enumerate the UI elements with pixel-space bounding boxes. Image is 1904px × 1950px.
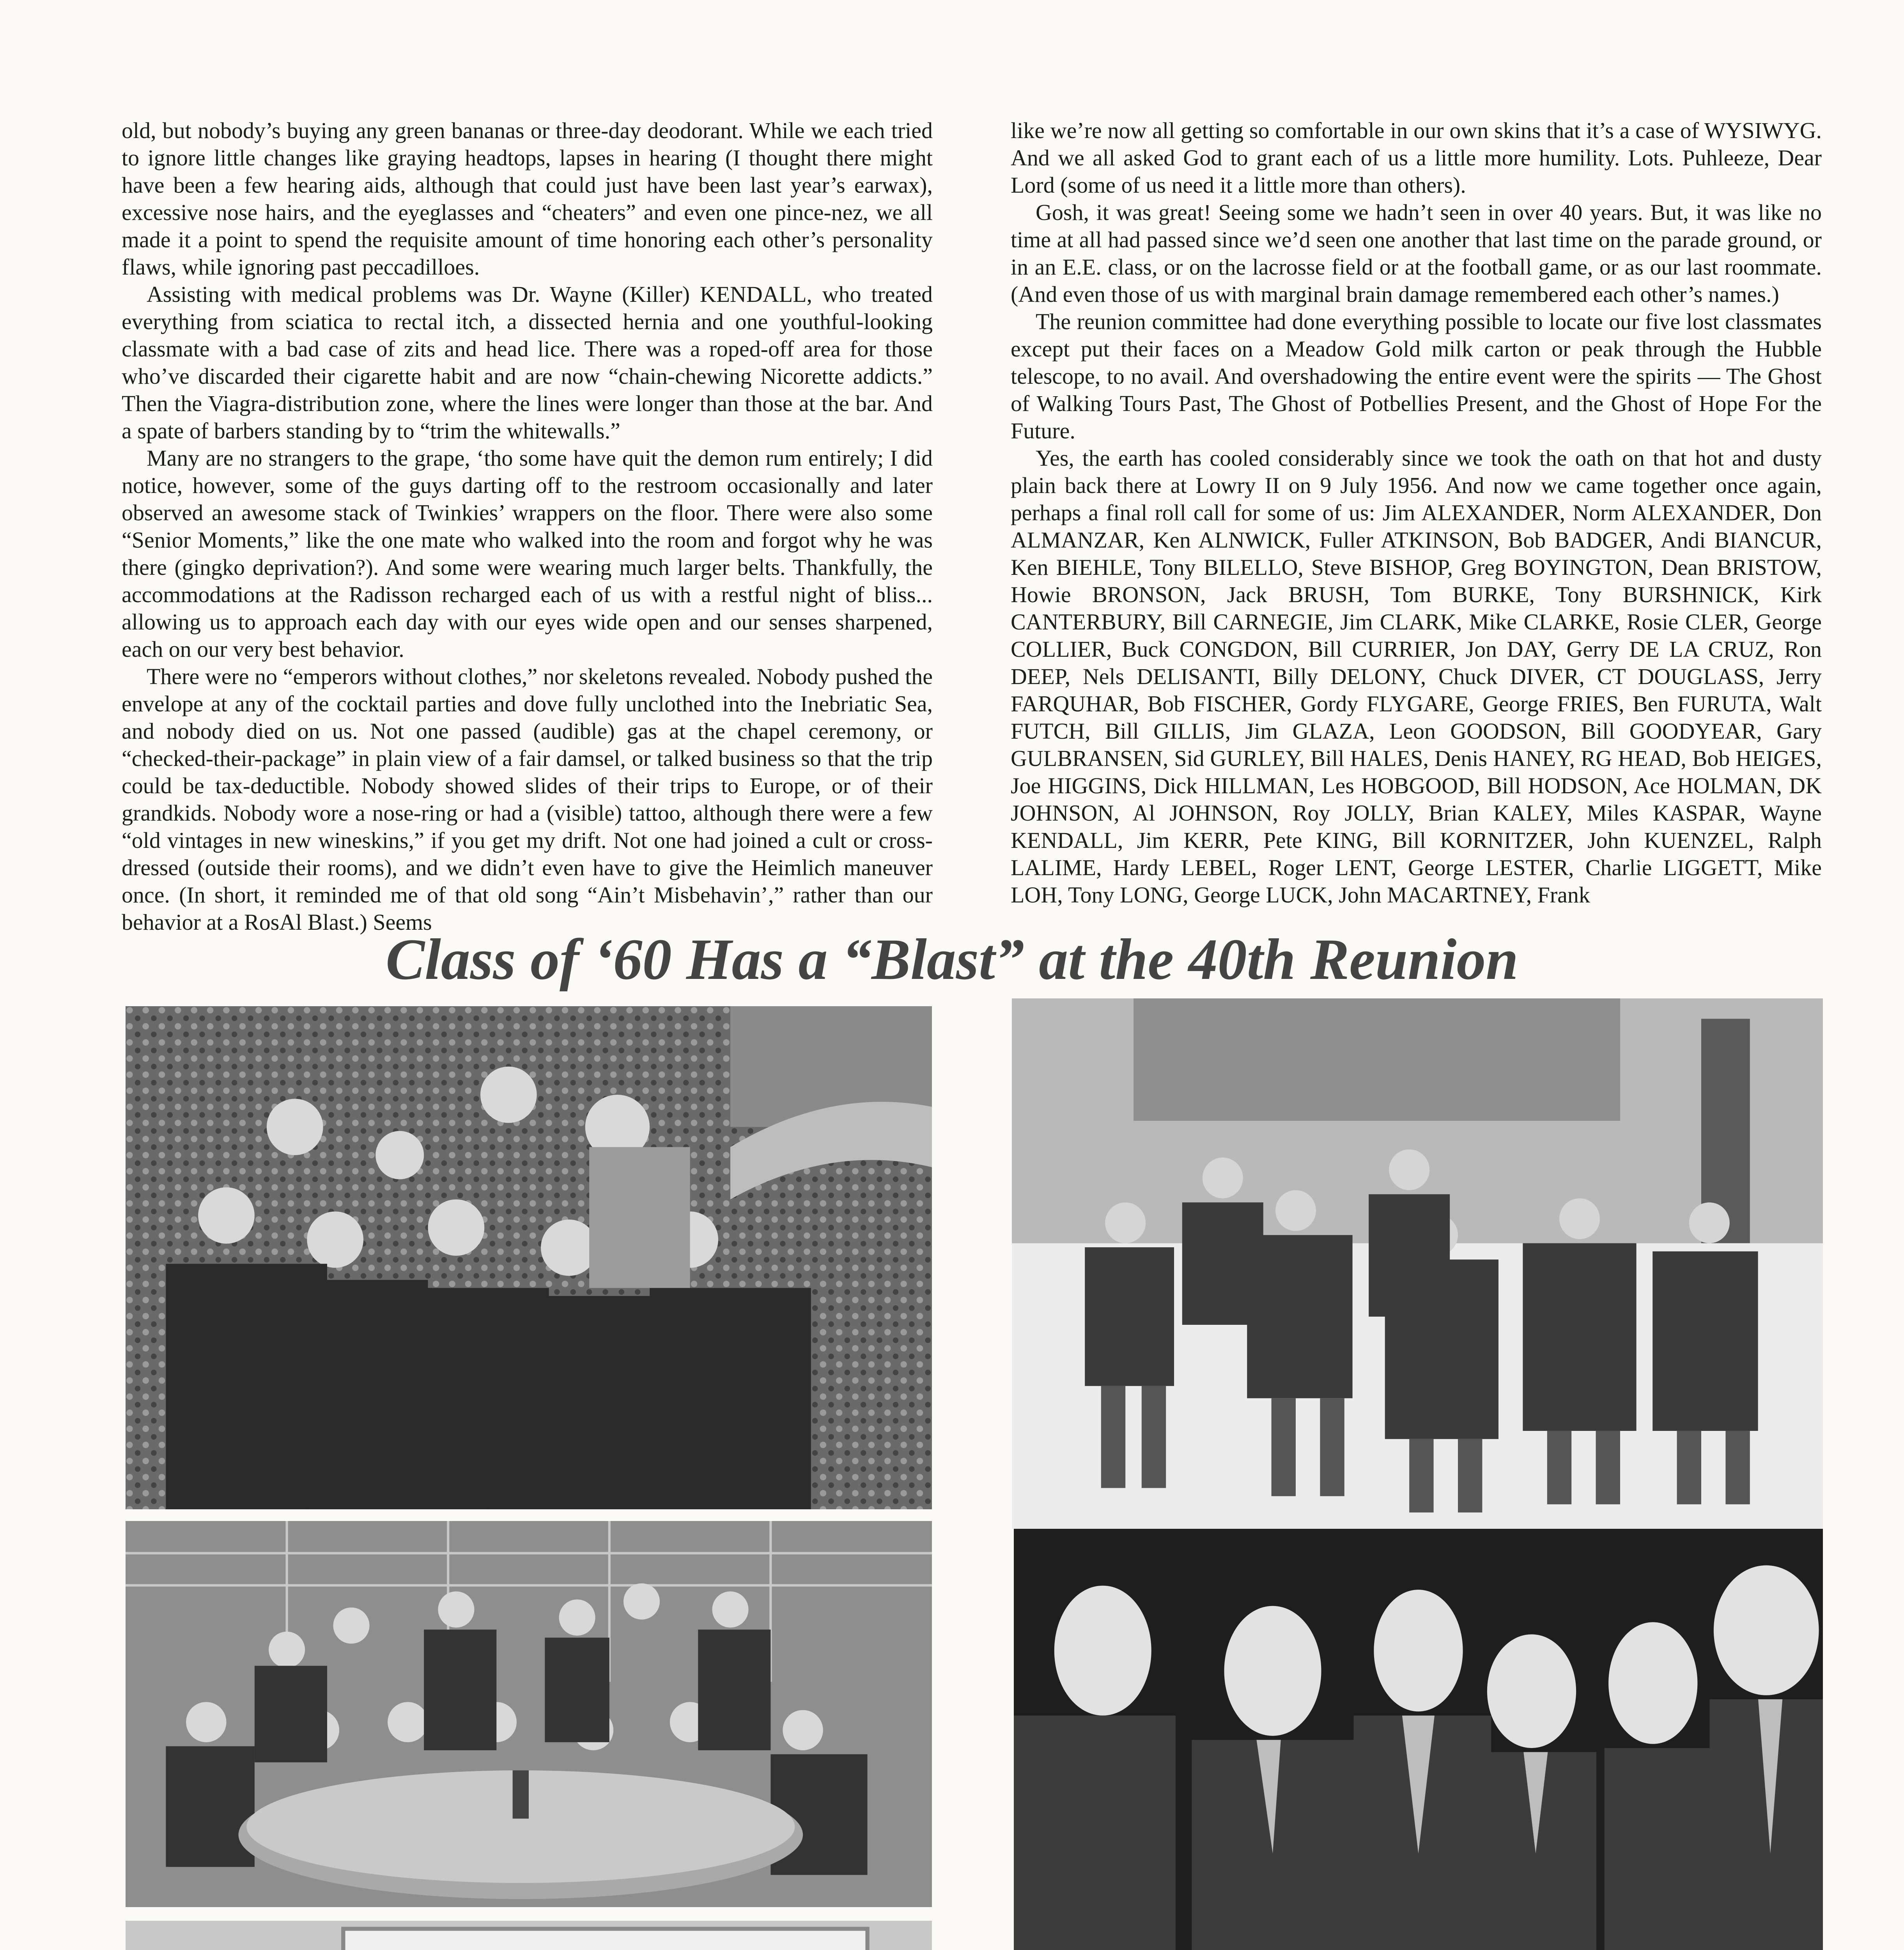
photo-round-table-dinner <box>126 1521 932 1907</box>
paragraph: like we’re now all getting so comfortable in our own skins that it’s a case of WYSIWYG. And we all asked God to grant each of us a little more humility. Lots. Puhleeze, Dear Lord (some of us need it a little more than others). <box>1011 118 1822 198</box>
photo-golf-course-group <box>1012 998 1823 1529</box>
paragraph: The reunion committee had done everything possible to locate our five lost classmates except put their faces on a Meadow Gold milk carton or peak through the Hubble telescope, to no avail. And overshadowing the entire event were the spirits — The Ghost of Walking Tours Past, The Ghost of Potbellies Present, and the Ghost of Hope For the Future. <box>1011 309 1822 443</box>
paragraph: Assisting with medical problems was Dr. Wayne (Killer) KENDALL, who treated everything from sciatica to rectal itch, a dissected hernia and one youthful-looking classmate with a bad case of zits and head lice. There was a roped-off area for those who’ve discarded their cigarette habit and are now “chain-chewing Nicorette addicts.” Then the Viagra-distribution zone, where the lines were longer than those at the bar. And a spate of barbers standing by to “trim the whitewalls.” <box>122 282 933 443</box>
article-column-right <box>1011 117 1822 909</box>
photo-group-by-truck <box>126 1921 932 1950</box>
paragraph: Many are no strangers to the grape, ‘tho some have quit the demon rum entirely; I did notice, however, some of the guys darting off to the restroom occasionally and later observed an awesome stack of Twinkies’ wrappers on the floor. There were also some “Senior Moments,” like the one mate who walked into the room and forgot why he was there (gingko deprivation?). And some were wearing much larger belts. Thankfully, the accommodations at the Radisson recharged each of us with a restful night of bliss... allowing us to approach each day with our eyes wide open and our senses sharpened, each on our very best behavior. <box>122 445 933 662</box>
paragraph: old, but nobody’s buying any green bananas or three-day deodorant. While we each tried to ignore little changes like graying headtops, lapses in hearing (I thought there might have been a few hearing aids, although that could just have been last year’s earwax), excessive nose hairs, and the eyeglasses and “cheaters” and even one pince-nez, we all made it a point to spend the requisite amount of time honoring each other’s personality flaws, while ignoring past peccadilloes. <box>122 118 933 280</box>
photo-men-in-suits <box>1014 1529 1823 1950</box>
headline: Class of ‘60 Has a “Blast” at the 40th Reunion <box>386 927 1518 992</box>
paragraph: Yes, the earth has cooled considerably since we took the oath on that hot and dusty plain back there at Lowry II on 9 July 1956. And now we came together once again, perhaps a final roll call for some of us: Jim ALEXANDER, Norm ALEXANDER, Don ALMANZAR, Ken ALNWICK, Fuller ATKINSON, Bob BADGER, Andi BIANCUR, Ken BIEHLE, Tony BILELLO, Steve BISHOP, Greg BOYINGTON, Dean BRISTOW, Howie BRONSON, Jack BRUSH, Tom BURKE, Tony BURSHNICK, Kirk CANTERBURY, Bill CARNEGIE, Jim CLARK, Mike CLARKE, Rosie CLER, George COLLIER, Buck CONGDON, Bill CURRIER, Jon DAY, Gerry DE LA CRUZ, Ron DEEP, Nels DELISANTI, Billy DELONY, Chuck DIVER, CT DOUGLASS, Jerry FARQUHAR, Bob FISCHER, Gordy FLYGARE, George FRIES, Ben FURUTA, Walt FUTCH, Bill GILLIS, Jim GLAZA, Leon GOODSON, Bill GOODYEAR, Gary GULBRANSEN, Sid GURLEY, Bill HALES, Denis HANEY, RG HEAD, Bob HEIGES, Joe HIGGINS, Dick HILLMAN, Les HOBGOOD, Bill HODSON, Ace HOLMAN, DK JOHNSON, Al JOHNSON, Roy JOLLY, Brian KALEY, Miles KASPAR, Wayne KENDALL, Jim KERR, Pete KING, Bill KORNITZER, John KUENZEL, Ralph LALIME, Hardy LEBEL, Roger LENT, George LESTER, Charlie LIGGETT, Mike LOH, Tony LONG, George LUCK, John MACARTNEY, Frank <box>1011 445 1822 908</box>
paragraph: Gosh, it was great! Seeing some we hadn’t seen in over 40 years. But, it was like no time at all had passed since we’d seen one another that last time on the parade ground, or in an E.E. class, or on the lacrosse field or at the football game, or as our last roommate. (And even those of us with marginal brain damage remembered each other’s names.) <box>1011 200 1822 307</box>
photo-stadium-group <box>126 1006 932 1509</box>
paragraph: There were no “emperors without clothes,” nor skeletons revealed. Nobody pushed the envelope at any of the cocktail parties and dove fully unclothed into the Inebriatic Sea, and nobody died on us. Not one passed (audible) gas at the chapel ceremony, or “checked-their-package” in plain view of a fair damsel, or talked business so that the trip could be tax-deductible. Nobody showed slides of their trips to Europe, or of their grandkids. Nobody wore a nose-ring or had a (visible) tattoo, although there were a few “old vintages in new wineskins,” if you get my drift. Not one had joined a cult or cross-dressed (outside their rooms), and we didn’t even have to give the Heimlich maneuver once. (In short, it reminded me of that old song “Ain’t Misbehavin’,” rather than our behavior at a RosAl Blast.) Seems <box>122 664 933 935</box>
article-column-left <box>122 117 933 936</box>
